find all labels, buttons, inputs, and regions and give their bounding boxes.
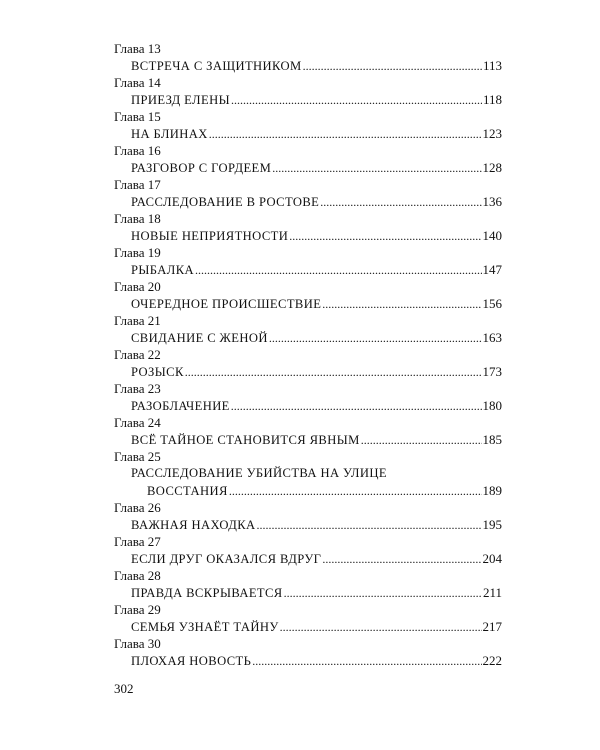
dot-leader — [303, 58, 482, 75]
toc-entry — [114, 312, 502, 346]
chapter-label: Глава 22 — [114, 347, 161, 362]
toc-row — [131, 193, 502, 210]
toc-row — [131, 159, 502, 176]
dot-leader — [209, 126, 482, 143]
page-ref: 140 — [482, 228, 502, 243]
page-ref: 173 — [482, 364, 502, 379]
chapter-label: Глава 20 — [114, 279, 161, 294]
toc-entry — [114, 210, 502, 244]
toc-entry — [114, 346, 502, 380]
page-ref: 113 — [482, 58, 502, 73]
dot-leader — [195, 262, 482, 279]
chapter-label: Глава 29 — [114, 602, 161, 617]
page-ref: 195 — [482, 517, 502, 532]
chapter-title: ПЛОХАЯ НОВОСТЬ — [131, 654, 252, 668]
toc-row — [131, 550, 502, 567]
page-ref: 156 — [482, 296, 502, 311]
toc-row — [131, 261, 502, 278]
page-ref: 180 — [482, 398, 502, 413]
toc-row — [131, 584, 502, 601]
chapter-title: ПРАВДА ВСКРЫВАЕТСЯ — [131, 586, 283, 600]
chapter-title: РАЗГОВОР С ГОРДЕЕМ — [131, 161, 272, 175]
toc-row — [131, 652, 502, 669]
toc-entry — [114, 142, 502, 176]
toc-row — [131, 516, 502, 533]
dot-leader — [231, 398, 482, 415]
toc-row — [131, 57, 502, 74]
toc-row — [131, 91, 502, 108]
page-number: 302 — [114, 681, 134, 696]
chapter-label: Глава 18 — [114, 211, 161, 226]
toc-entry — [114, 567, 502, 601]
toc-row — [131, 397, 502, 414]
page-ref: 128 — [482, 160, 502, 175]
dot-leader — [320, 194, 481, 211]
chapter-title: НА БЛИНАХ — [131, 127, 208, 141]
toc-row — [131, 329, 502, 346]
toc-entry — [114, 635, 502, 669]
chapter-label: Глава 16 — [114, 143, 161, 158]
dot-leader — [284, 585, 482, 602]
page-ref: 222 — [482, 653, 502, 668]
chapter-title: ЕСЛИ ДРУГ ОКАЗАЛСЯ ВДРУГ — [131, 552, 322, 566]
toc-entry — [114, 414, 502, 448]
chapter-title: РАЗОБЛАЧЕНИЕ — [131, 399, 230, 413]
dot-leader — [289, 228, 481, 245]
chapter-title: РОЗЫСК — [131, 365, 184, 379]
toc-entry — [114, 380, 502, 414]
toc-row — [131, 431, 502, 448]
page-ref: 123 — [482, 126, 502, 141]
chapter-label: Глава 30 — [114, 636, 161, 651]
chapter-label: Глава 19 — [114, 245, 161, 260]
toc-entry — [114, 176, 502, 210]
page-ref: 217 — [482, 619, 502, 634]
toc-row — [131, 125, 502, 142]
chapter-label: Глава 28 — [114, 568, 161, 583]
chapter-label: Глава 27 — [114, 534, 161, 549]
chapter-label: Глава 13 — [114, 41, 161, 56]
page-ref: 147 — [482, 262, 502, 277]
toc-row — [147, 482, 502, 499]
chapter-label: Глава 15 — [114, 109, 161, 124]
dot-leader — [269, 330, 482, 347]
toc-entry — [114, 278, 502, 312]
chapter-label: Глава 17 — [114, 177, 161, 192]
page-ref: 118 — [482, 92, 502, 107]
chapter-title: ВСТРЕЧА С ЗАЩИТНИКОМ — [131, 59, 302, 73]
dot-leader — [280, 619, 482, 636]
chapter-title: ПРИЕЗД ЕЛЕНЫ — [131, 93, 230, 107]
page-ref: 211 — [482, 585, 502, 600]
toc-entry — [114, 601, 502, 635]
dot-leader — [272, 160, 481, 177]
chapter-title-line1: РАССЛЕДОВАНИЕ УБИЙСТВА НА УЛИЦЕ — [131, 466, 387, 480]
toc-entry — [114, 448, 502, 499]
toc-row — [131, 295, 502, 312]
toc-row — [131, 618, 502, 635]
page-ref: 189 — [482, 483, 502, 498]
dot-leader — [257, 517, 482, 534]
dot-leader — [185, 364, 482, 381]
toc-entry — [114, 108, 502, 142]
chapter-label: Глава 24 — [114, 415, 161, 430]
toc-entry — [114, 74, 502, 108]
page-ref: 185 — [482, 432, 502, 447]
chapter-label: Глава 14 — [114, 75, 161, 90]
chapter-title: НОВЫЕ НЕПРИЯТНОСТИ — [131, 229, 289, 243]
chapter-label: Глава 26 — [114, 500, 161, 515]
chapter-title: ВОССТАНИЯ — [147, 484, 228, 498]
chapter-title: РАССЛЕДОВАНИЕ В РОСТОВЕ — [131, 195, 320, 209]
page-ref: 204 — [482, 551, 502, 566]
chapter-label: Глава 21 — [114, 313, 161, 328]
page-ref: 136 — [482, 194, 502, 209]
dot-leader — [322, 551, 481, 568]
chapter-title: ВАЖНАЯ НАХОДКА — [131, 518, 256, 532]
chapter-title: СЕМЬЯ УЗНАЁТ ТАЙНУ — [131, 620, 279, 634]
toc-entry — [114, 533, 502, 567]
dot-leader — [229, 483, 482, 500]
chapter-title: ВСЁ ТАЙНОЕ СТАНОВИТСЯ ЯВНЫМ — [131, 433, 360, 447]
dot-leader — [361, 432, 482, 449]
toc-entry — [114, 499, 502, 533]
toc-entry — [114, 244, 502, 278]
chapter-label: Глава 23 — [114, 381, 161, 396]
chapter-title: ОЧЕРЕДНОЕ ПРОИСШЕСТВИЕ — [131, 297, 322, 311]
chapter-title: СВИДАНИЕ С ЖЕНОЙ — [131, 331, 268, 345]
dot-leader — [231, 92, 482, 109]
toc-row — [131, 363, 502, 380]
chapter-label: Глава 25 — [114, 449, 161, 464]
toc-entry — [114, 40, 502, 74]
dot-leader — [252, 653, 481, 670]
toc-row — [131, 227, 502, 244]
table-of-contents — [114, 40, 502, 669]
page-ref: 163 — [482, 330, 502, 345]
dot-leader — [322, 296, 481, 313]
chapter-title: РЫБАЛКА — [131, 263, 194, 277]
